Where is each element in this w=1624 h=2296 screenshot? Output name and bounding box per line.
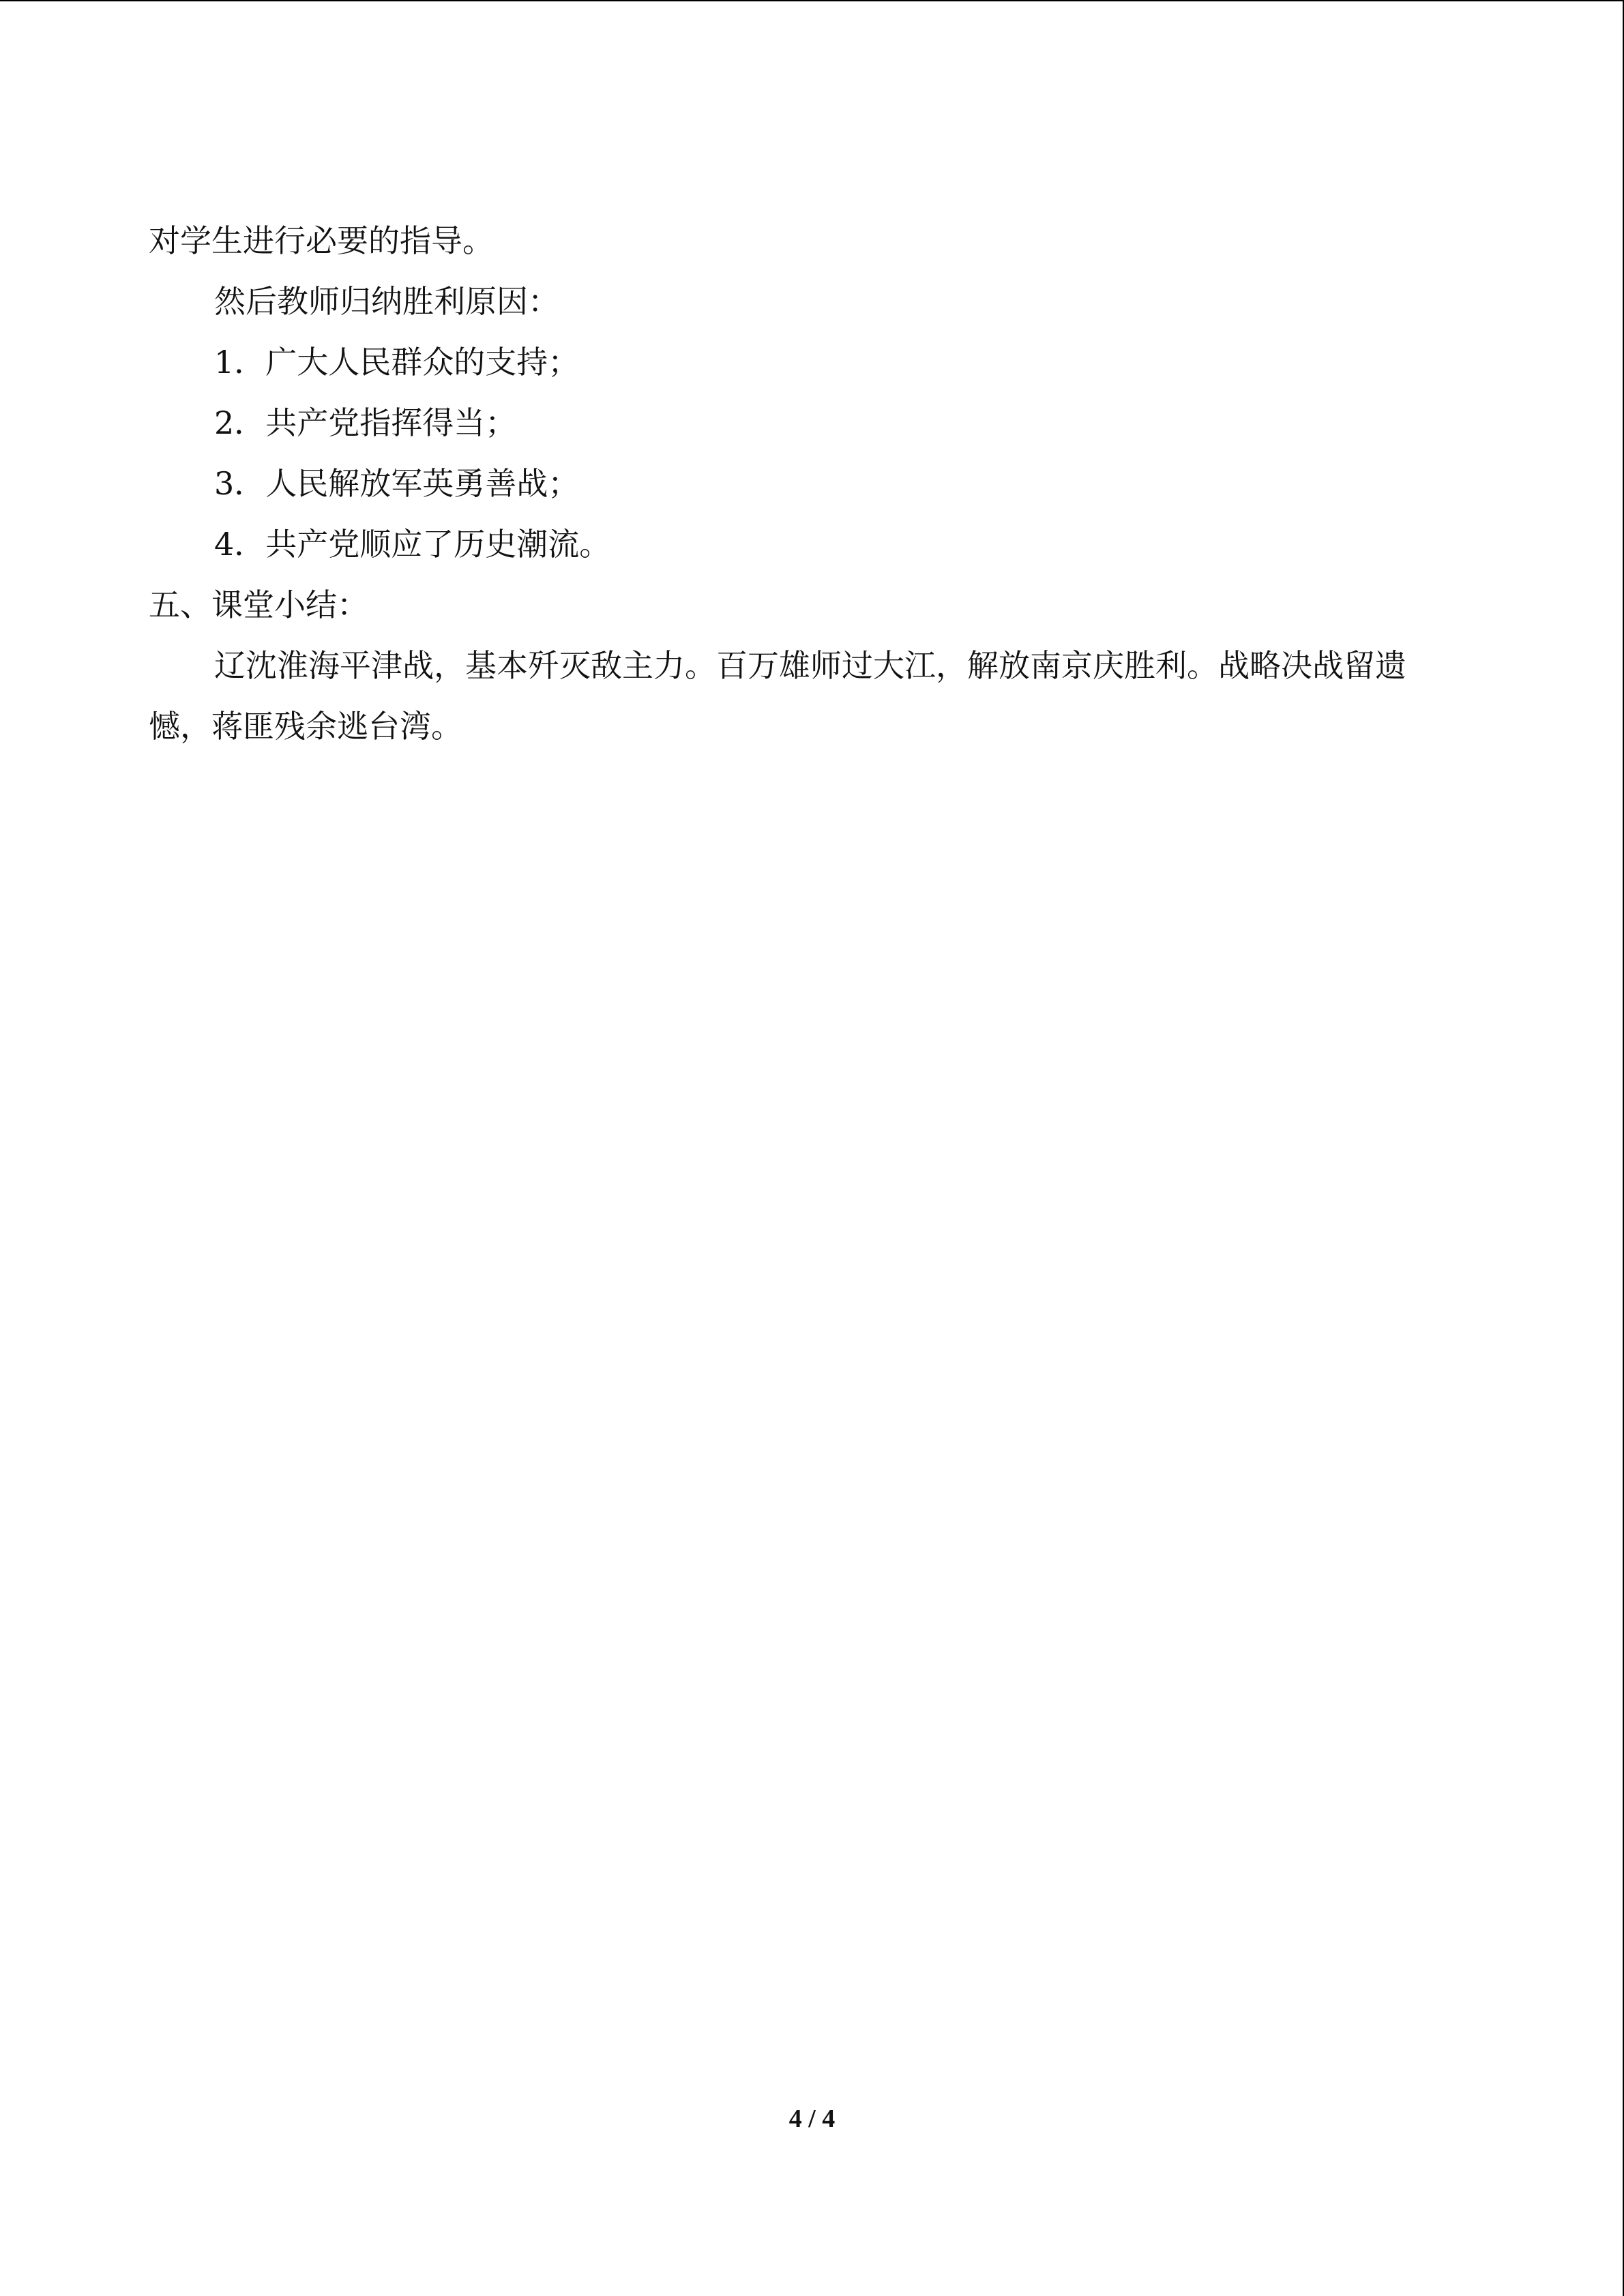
list-item-1: 1．广大人民群众的支持； [214, 344, 580, 381]
paragraph-continuation: 对学生进行必要的指导。 [149, 222, 494, 259]
summary-paragraph-line-2: 憾，蒋匪残余逃台湾。 [149, 708, 462, 745]
summary-paragraph-line-1: 辽沈淮海平津战，基本歼灭敌主力。百万雄师过大江，解放南京庆胜利。战略决战留遗 [214, 647, 1406, 684]
list-item-3: 3．人民解放军英勇善战； [214, 465, 580, 502]
page-number: 4 / 4 [788, 2104, 836, 2133]
section-heading-summary: 五、课堂小结： [149, 586, 368, 623]
list-item-4: 4．共产党顺应了历史潮流。 [214, 526, 611, 563]
paragraph-victory-reasons-intro: 然后教师归纳胜利原因： [214, 283, 559, 320]
list-item-2: 2．共产党指挥得当； [214, 404, 517, 441]
document-body [149, 211, 1458, 757]
